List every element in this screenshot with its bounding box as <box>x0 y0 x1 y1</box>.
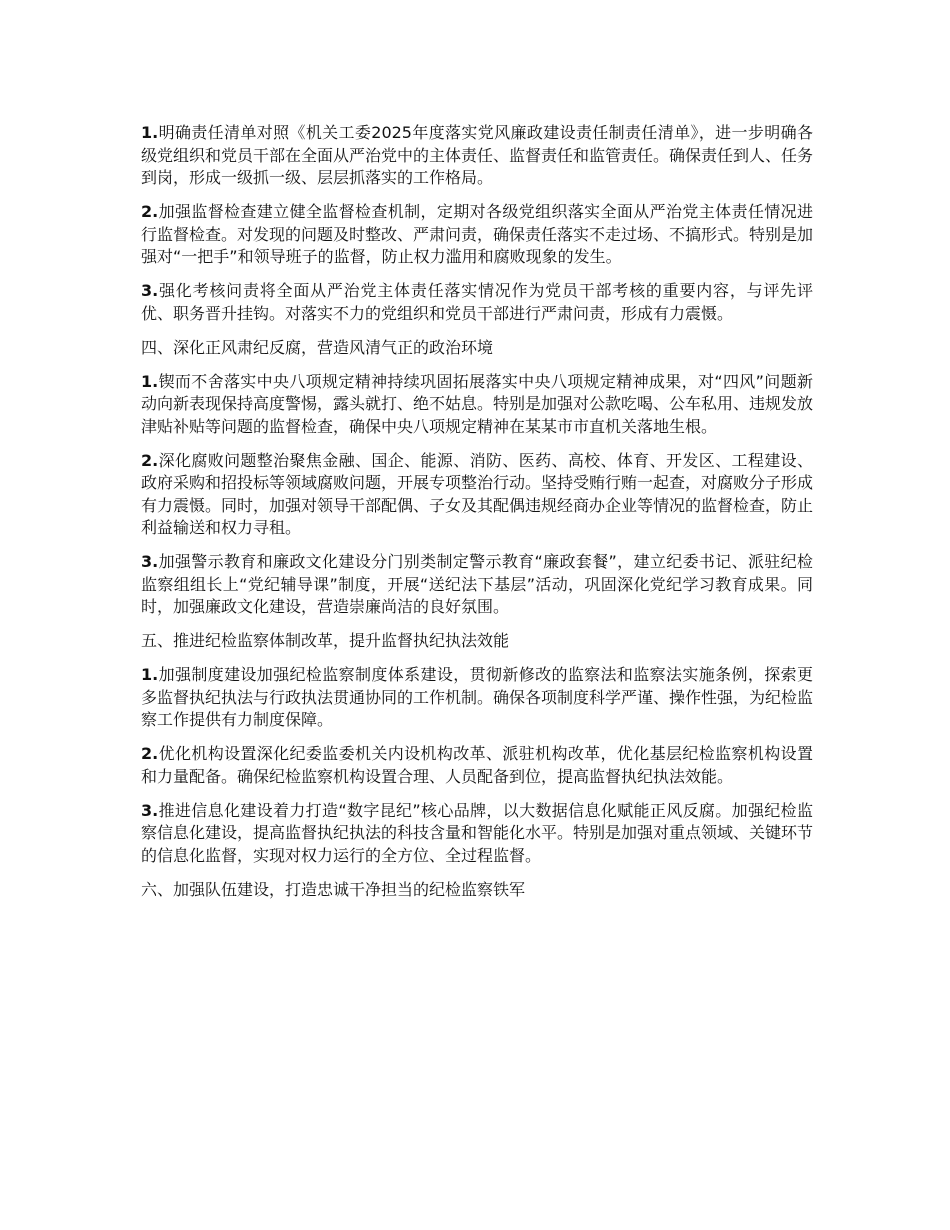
paragraph-text: 加强制度建设加强纪检监察制度体系建设，贯彻新修改的监察法和监察法实施条例，探索更多监督执纪执法与行政执法贯通协同的工作机制。确保各项制度科学严谨、操作性强，为纪检监察工作提供有力制度保障。 <box>141 665 814 729</box>
paragraph-informatization <box>141 800 813 868</box>
paragraph-text: 优化机构设置深化纪委监委机关内设机构改革、派驻机构改革，优化基层纪检监察机构设置和力量配备。确保纪检监察机构设置合理、人员配备到位，提高监督执纪执法效能。 <box>141 744 813 786</box>
paragraph-institution-setup <box>141 743 813 788</box>
paragraph-text: 加强警示教育和廉政文化建设分门别类制定警示教育“廉政套餐”，建立纪委书记、派驻纪检监察组组长上“党纪辅导课”制度，开展“送纪法下基层”活动，巩固深化党纪学习教育成果。同时，加强廉政文化建设，营造崇廉尚洁的良好氛围。 <box>141 552 813 616</box>
paragraph-supervision-inspection <box>141 201 813 269</box>
section-heading-6: 六、加强队伍建设，打造忠诚干净担当的纪检监察铁军 <box>141 879 526 899</box>
paragraph-assessment-accountability <box>141 280 813 325</box>
paragraph-warning-education <box>141 551 813 619</box>
item-number: 1. <box>141 371 159 391</box>
section-heading-5: 五、推进纪检监察体制改革，提升监督执纪执法效能 <box>141 631 510 650</box>
paragraph-eight-rules <box>141 371 813 439</box>
paragraph-responsibility-list <box>141 122 813 190</box>
item-number: 1. <box>141 123 159 142</box>
item-number: 3. <box>141 552 159 571</box>
paragraph-text: 强化考核问责将全面从严治党主体责任落实情况作为党员干部考核的重要内容，与评先评优、职务晋升挂钩。对落实不力的党组织和党员干部进行严肃问责，形成有力震慑。 <box>141 281 813 323</box>
item-number: 2. <box>141 744 159 763</box>
item-number: 2. <box>141 202 159 221</box>
paragraph-text: 明确责任清单对照《机关工委2025年度落实党风廉政建设责任制责任清单》，进一步明确各级党组织和党员干部在全面从严治党中的主体责任、监督责任和监管责任。确保责任到人、任务到岗，形成一级抓一级、层层抓落实的工作格局。 <box>141 123 814 187</box>
paragraph-text: 加强监督检查建立健全监督检查机制，定期对各级党组织落实全面从严治党主体责任情况进行监督检查。对发现的问题及时整改、严肃问责，确保责任落实不走过场、不搞形式。特别是加强对“一把手”和领导班子的监督，防止权力滥用和腐败现象的发生。 <box>141 202 814 266</box>
paragraph-text: 深化腐败问题整治聚焦金融、国企、能源、消防、医药、高校、体育、开发区、工程建设、政府采购和招投标等领域腐败问题，开展专项整治行动。坚持受贿行贿一起查，对腐败分子形成有力震慑。同时，加强对领导干部配偶、子女及其配偶违规经商办企业等情况的监督检查，防止利益输送和权力寻租。 <box>141 450 814 537</box>
paragraph-text: 锲而不舍落实中央八项规定精神持续巩固拓展落实中央八项规定精神成果，对“四风”问题新动向新表现保持高度警惕，露头就打、绝不姑息。特别是加强对公款吃喝、公车私用、违规发放津贴补贴等问题的监督检查，确保中央八项规定精神在某某市市直机关落地生根。 <box>141 371 814 436</box>
item-number: 1. <box>141 665 159 684</box>
item-number: 3. <box>141 800 159 820</box>
document-body <box>141 122 813 913</box>
paragraph-system-building <box>141 664 813 732</box>
item-number: 2. <box>141 450 159 470</box>
paragraph-corruption-rectification <box>141 450 813 540</box>
section-heading-4: 四、深化正风肃纪反腐，营造风清气正的政治环境 <box>141 337 494 357</box>
item-number: 3. <box>141 281 159 300</box>
paragraph-text: 推进信息化建设着力打造“数字昆纪”核心品牌，以大数据信息化赋能正风反腐。加强纪检监察信息化建设，提高监督执纪执法的科技含量和智能化水平。特别是加强对重点领域、关键环节的信息化监督，实现对权力运行的全方位、全过程监督。 <box>141 800 814 865</box>
